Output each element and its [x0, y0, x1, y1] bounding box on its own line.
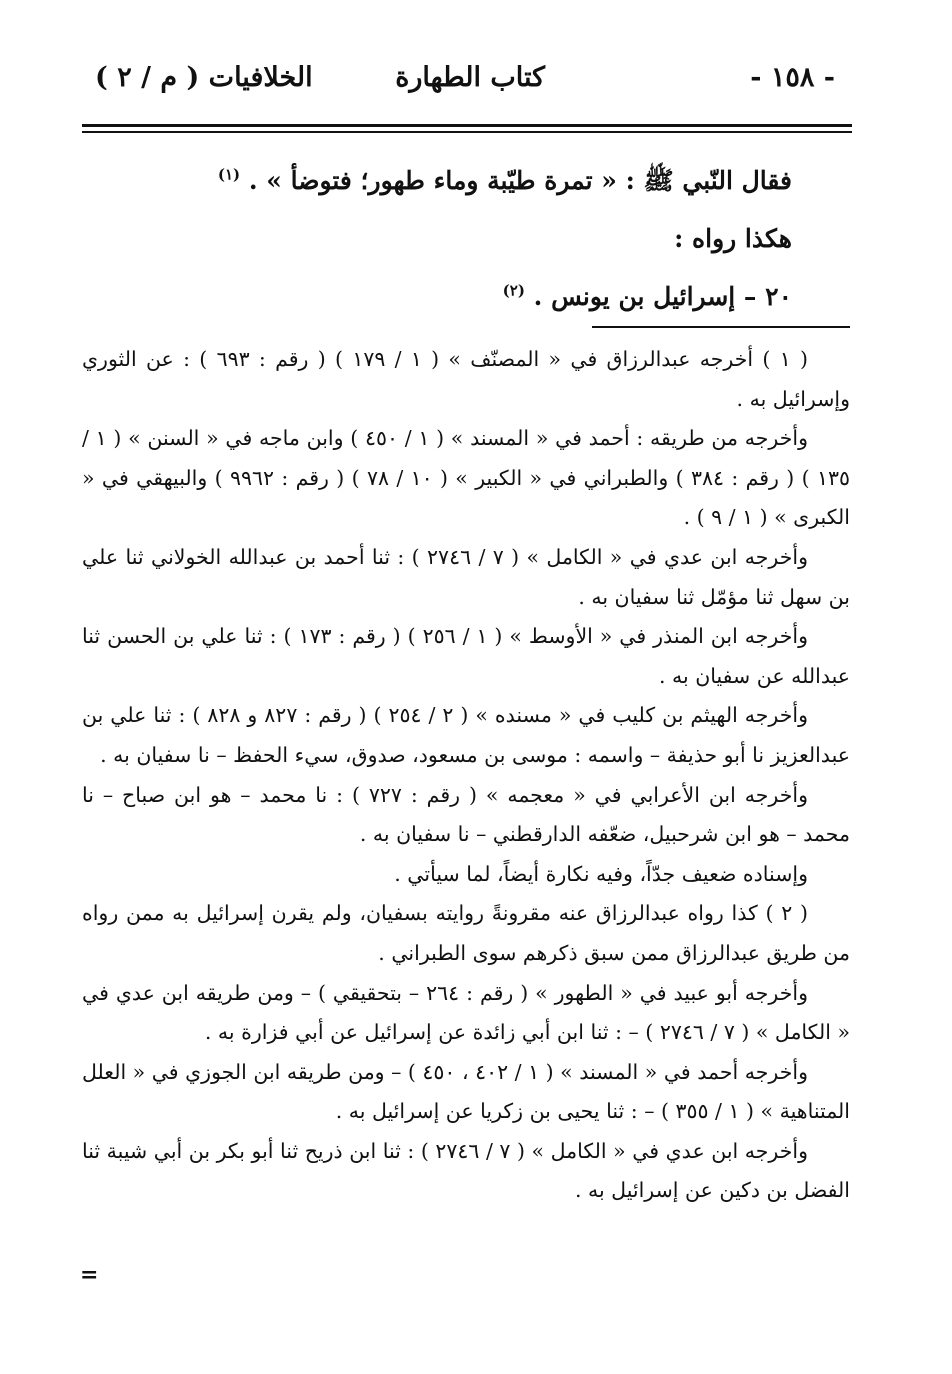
footnote-paragraph: وإسناده ضعيف جدّاً، وفيه نكارة أيضاً، لما سيأتي .: [394, 861, 808, 886]
footnote-paragraph: وأخرجه أحمد في « المسند » ( ١ / ٤٠٢ ، ٤٥٠ ) – ومن طريقه ابن الجوزي في « العلل المتناهية » ( ١ / ٣٥٥ ) – : ثنا يحيى بن زكريا عن إسرائيل به .: [82, 1059, 850, 1124]
narrator-entry: ٢٠ – إسرائيل بن يونس .: [533, 282, 792, 311]
footnote-paragraph: وأخرجه ابن عدي في « الكامل » ( ٧ / ٢٧٤٦ ) : ثنا أحمد بن عبدالله الخولاني ثنا علي بن سهل ثنا مؤمّل ثنا سفيان به .: [82, 544, 850, 609]
footnote-ref-1: (١): [217, 165, 241, 184]
footnote-paragraph: ( ٢ ) كذا رواه عبدالرزاق عنه مقرونةً روايته بسفيان، ولم يقرن إسرائيل به ممن رواه من طريق عبدالرزاق ممن سبق ذكرهم سوى الطبراني .: [82, 901, 850, 965]
footnote-paragraph: وأخرجه الهيثم بن كليب في « مسنده » ( ٢ / ٢٥٤ ) ( رقم : ٨٢٧ و ٨٢٨ ) : ثنا علي بن عبدالعزيز نا أبو حذيفة – واسمه : موسى بن مسعود، صدوق، سيء الحفظ – نا سفيان به .: [82, 703, 850, 767]
footnote-paragraph: ( ١ ) أخرجه عبدالرزاق في « المصنّف » ( ١ / ١٧٩ ) ( رقم : ٦٩٣ ) : عن الثوري وإسرائيل به .: [82, 347, 850, 411]
hadith-text: فقال النّبي ﷺ : « تمرة طيّبة وماء طهور؛ فتوضأ » .: [248, 166, 792, 195]
volume-label: الخلافيات ( م / ٢ ): [95, 62, 313, 93]
main-line-2: [92, 210, 792, 268]
footnote-separator: [592, 326, 850, 328]
continuation-mark: =: [80, 1262, 99, 1288]
main-line-1: [92, 152, 792, 210]
footnote-paragraph: وأخرجه ابن الأعرابي في « معجمه » ( رقم : ٧٢٧ ) : نا محمد – هو ابن صباح – نا محمد – هو ابن شرحبيل، ضعّفه الدارقطني – نا سفيان به .: [82, 782, 850, 847]
main-line-3: [92, 268, 792, 326]
page-number: - ١٥٨ -: [750, 62, 835, 93]
header-rule-thin: [82, 131, 852, 133]
footnote-ref-2: (٢): [502, 281, 525, 300]
footnote-paragraph: وأخرجه ابن المنذر في « الأوسط » ( ١ / ٢٥٦ ) ( رقم : ١٧٣ ) : ثنا علي بن الحسن ثنا عبدالله عن سفيان به .: [82, 624, 850, 688]
footnote-paragraph: وأخرجه أبو عبيد في « الطهور » ( رقم : ٢٦٤ – بتحقيقي ) – ومن طريقه ابن عدي في « الكامل » ( ٧ / ٢٧٤٦ ) – : ثنا ابن أبي زائدة عن إسرائيل عن أبي فزارة به .: [82, 980, 850, 1045]
footnotes: [82, 340, 850, 1211]
running-header: [95, 58, 835, 98]
header-rule-thick: [82, 124, 852, 127]
narration-intro: هكذا رواه :: [674, 224, 792, 253]
book-title: كتاب الطهارة: [395, 62, 545, 93]
footnote-paragraph: وأخرجه ابن عدي في « الكامل » ( ٧ / ٢٧٤٦ ) : ثنا ابن ذريح ثنا أبو بكر بن أبي شيبة ثنا الفضل بن دكين عن إسرائيل به .: [82, 1138, 850, 1203]
footnote-paragraph: وأخرجه من طريقه : أحمد في « المسند » ( ١ / ٤٥٠ ) وابن ماجه في « السنن » ( ١ / ١٣٥ ) ( رقم : ٣٨٤ ) والطبراني في « الكبير » ( ١٠ / ٧٨ ) ( رقم : ٩٩٦٢ ) والبيهقي في « الكبرى » ( ١ / ٩ ) .: [82, 426, 850, 530]
main-text: [92, 152, 792, 326]
